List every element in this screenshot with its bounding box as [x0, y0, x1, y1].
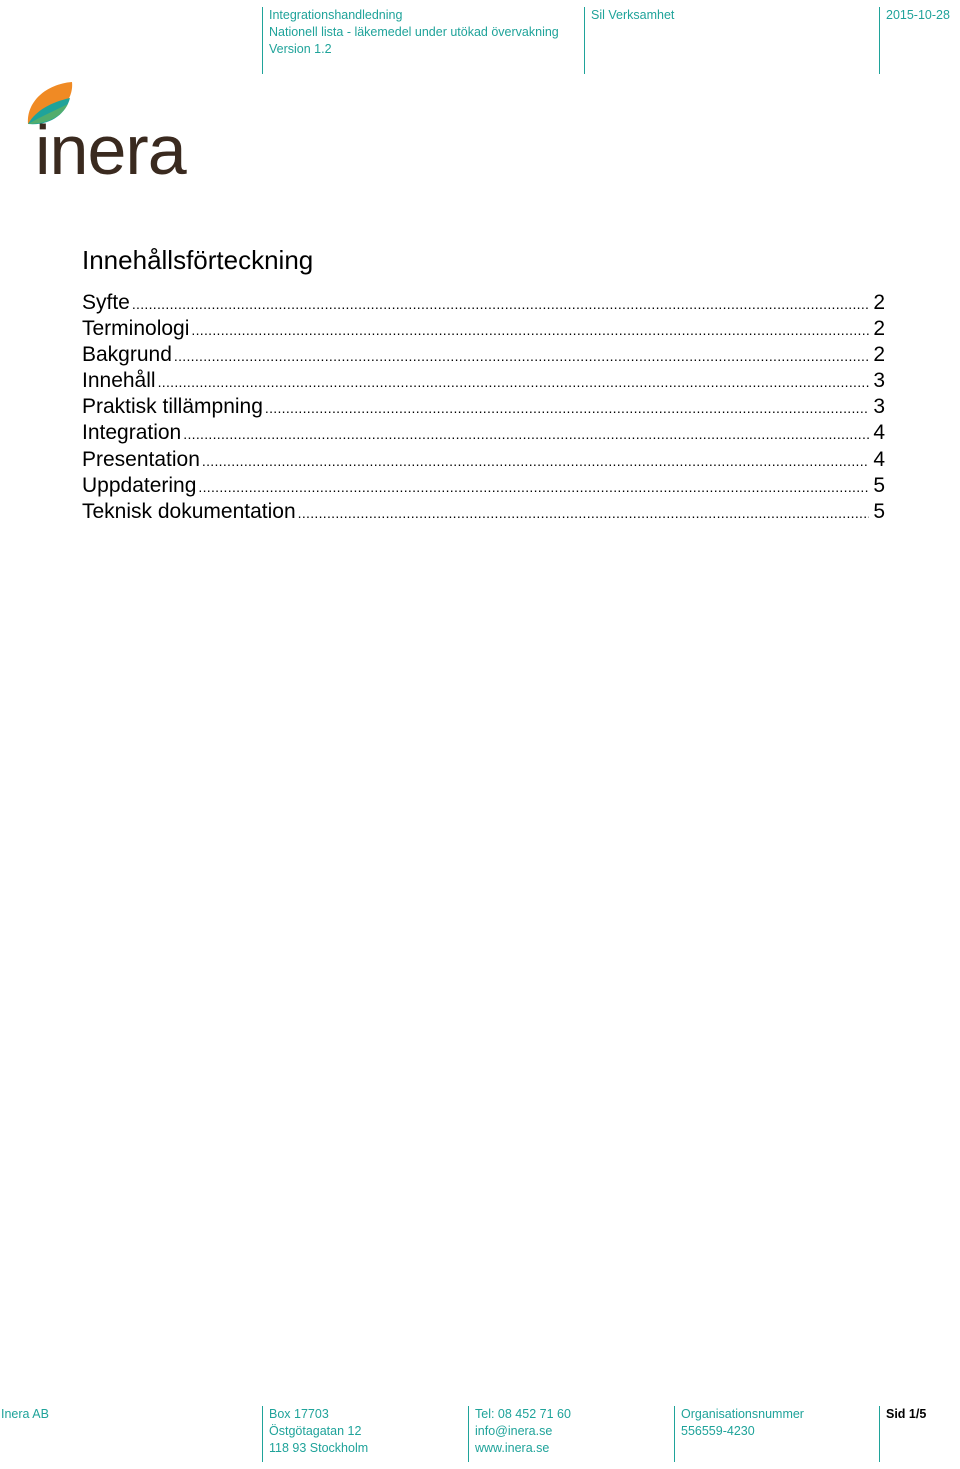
toc-entry[interactable]	[82, 447, 885, 473]
footer-website-link[interactable]: www.inera.se	[475, 1441, 550, 1455]
toc-leader-dots	[174, 343, 869, 369]
footer-address-line: 118 93 Stockholm	[269, 1441, 369, 1455]
toc-entry-label: Innehåll	[82, 369, 156, 393]
footer-page-number: Sid 1/5	[886, 1407, 927, 1421]
header-doc-type: Integrationshandledning	[269, 8, 403, 22]
header-doc-title: Nationell lista - läkemedel under utökad övervakning	[269, 25, 559, 39]
footer-address-line: Box 17703	[269, 1407, 329, 1421]
toc-leader-dots	[191, 317, 869, 343]
toc-entry-label: Integration	[82, 421, 182, 445]
toc-entry-label: Teknisk dokumentation	[82, 499, 296, 523]
toc-entry-label: Praktisk tillämpning	[82, 395, 263, 419]
toc-entry-page: 2	[873, 343, 885, 367]
toc-entry-page: 2	[873, 291, 885, 314]
toc-entry[interactable]	[82, 420, 885, 446]
header-version: Version 1.2	[269, 42, 332, 56]
footer-address-line: Östgötagatan 12	[269, 1424, 362, 1438]
footer-email-link[interactable]: info@inera.se	[475, 1424, 553, 1438]
toc-leader-dots	[158, 369, 870, 395]
footer-company: Inera AB	[1, 1407, 49, 1421]
toc-entry-page: 3	[873, 369, 885, 393]
toc-leader-dots	[132, 291, 869, 317]
toc-entry-label: Presentation	[82, 447, 200, 471]
toc-entry-label: Bakgrund	[82, 343, 172, 367]
footer-company-column	[0, 1406, 262, 1462]
toc-leader-dots	[198, 474, 869, 500]
toc-entry[interactable]	[82, 290, 885, 316]
header-department: Sil Verksamhet	[591, 8, 675, 22]
toc-entry[interactable]	[82, 316, 885, 342]
header-date-column	[879, 7, 960, 74]
header-date: 2015-10-28	[886, 8, 950, 22]
toc-entry-page: 4	[873, 447, 885, 471]
footer-address-column	[262, 1406, 468, 1462]
toc-entry-page: 3	[873, 395, 885, 419]
toc-leader-dots	[298, 500, 870, 526]
toc-title: Innehållsförteckning	[82, 245, 314, 275]
footer-contact-column	[468, 1406, 674, 1462]
toc-entry[interactable]	[82, 368, 885, 394]
toc-leader-dots	[202, 448, 869, 474]
toc-entry-label: Terminologi	[82, 317, 190, 341]
header-document-info	[262, 7, 584, 74]
footer-org-column	[674, 1406, 880, 1462]
toc-entry-label: Uppdatering	[82, 473, 197, 497]
toc-entry[interactable]	[82, 499, 885, 525]
footer-page-column	[879, 1406, 960, 1462]
table-of-contents	[82, 290, 885, 525]
footer-org-label: Organisationsnummer	[681, 1407, 804, 1421]
toc-entry-page: 5	[873, 473, 885, 497]
toc-entry-label: Syfte	[82, 291, 130, 314]
toc-entry-page: 4	[873, 421, 885, 445]
toc-entry[interactable]	[82, 473, 885, 499]
toc-entry-page: 5	[873, 499, 885, 523]
header-department-column	[584, 7, 880, 74]
toc-leader-dots	[183, 421, 869, 447]
footer-org-number: 556559-4230	[681, 1424, 755, 1438]
toc-leader-dots	[265, 395, 869, 421]
footer-phone: Tel: 08 452 71 60	[475, 1407, 571, 1421]
toc-entry-page: 2	[873, 317, 885, 341]
inera-wordmark: inera	[35, 111, 186, 189]
toc-entry[interactable]	[82, 394, 885, 420]
toc-entry[interactable]	[82, 342, 885, 368]
